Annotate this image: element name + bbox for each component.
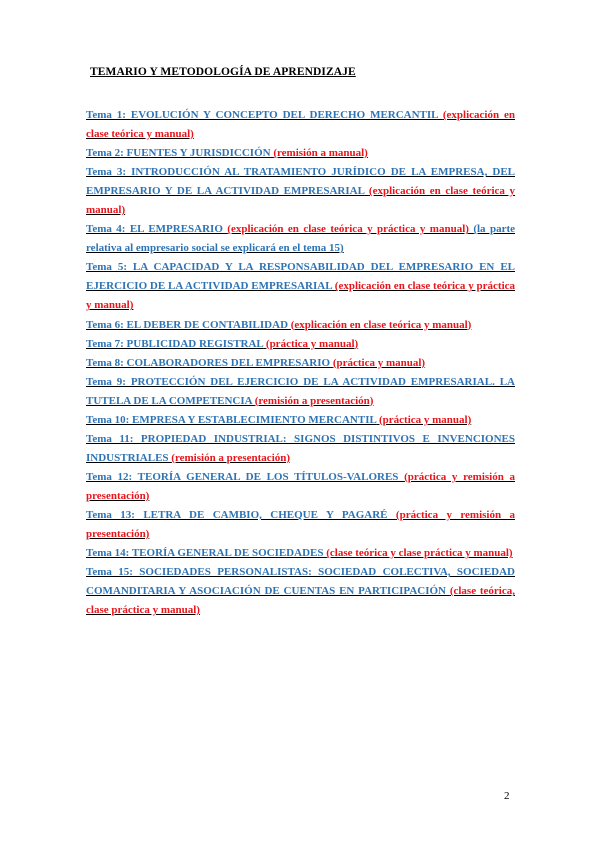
topic-title: Tema 3: INTRODUCCIÓN AL TRATAMIENTO JURÍDICO DE LA EMPRESA, DEL EMPRESARIO Y DE LA ACTIVIDAD EMPRESARIAL xyxy=(86,166,515,198)
topic-extra-note: (la parte relativa al empresario social se explicará en el tema 15) xyxy=(86,223,515,255)
topic-title: Tema 7: PUBLICIDAD REGISTRAL xyxy=(86,337,264,350)
topic-item-12 xyxy=(86,468,515,506)
topic-title: Tema 13: LETRA DE CAMBIO, CHEQUE Y PAGARÉ xyxy=(86,508,388,521)
topic-item-1 xyxy=(86,106,515,144)
topic-item-4 xyxy=(86,220,515,258)
topic-title: Tema 8: COLABORADORES DEL EMPRESARIO xyxy=(86,356,331,369)
topic-method-note: (práctica y manual) xyxy=(265,337,359,350)
topic-method-note: (práctica y remisión a presentación) xyxy=(86,508,516,541)
topic-method-note: (explicación en clase teórica y manual) xyxy=(290,318,472,331)
topic-item-14 xyxy=(86,544,515,563)
topic-method-note: (remisión a presentación) xyxy=(254,394,374,407)
topic-title: Tema 9: PROTECCIÓN DEL EJERCICIO DE LA ACTIVIDAD EMPRESARIAL. LA TUTELA DE LA COMPETENCIA xyxy=(86,375,515,407)
topic-title: Tema 12: TEORÍA GENERAL DE LOS TÍTULOS-VALORES xyxy=(86,470,399,483)
topic-method-note: (explicación en clase teórica y manual) xyxy=(86,109,516,141)
topic-item-7 xyxy=(86,335,515,354)
topic-method-note: (clase teórica y clase práctica y manual) xyxy=(326,547,513,560)
topic-item-2 xyxy=(86,144,515,163)
topic-method-note: (práctica y remisión a presentación) xyxy=(86,470,516,502)
topic-item-9 xyxy=(86,373,515,411)
page-title: TEMARIO Y METODOLOGÍA DE APRENDIZAJE xyxy=(90,66,356,78)
topic-method-note: (remisión a manual) xyxy=(273,147,368,160)
topic-title: Tema 5: LA CAPACIDAD Y LA RESPONSABILIDAD DEL EMPRESARIO EN EL EJERCICIO DE LA ACTIVIDAD EMPRESARIAL xyxy=(86,261,515,293)
topic-title: Tema 6: EL DEBER DE CONTABILIDAD xyxy=(86,318,289,331)
page-number: 2 xyxy=(504,790,510,802)
topic-title: Tema 11: PROPIEDAD INDUSTRIAL: SIGNOS DISTINTIVOS E INVENCIONES INDUSTRIALES xyxy=(86,432,515,464)
topic-item-3 xyxy=(86,163,515,220)
topic-item-11 xyxy=(86,430,515,468)
topic-method-note: (explicación en clase teórica y práctica y manual) xyxy=(86,280,516,312)
topic-title: Tema 1: EVOLUCIÓN Y CONCEPTO DEL DERECHO MERCANTIL xyxy=(86,109,438,121)
topic-method-note: (explicación en clase teórica y manual) xyxy=(86,185,516,217)
topic-item-15 xyxy=(86,563,515,620)
topic-method-note: (práctica y manual) xyxy=(378,413,472,426)
topic-item-10 xyxy=(86,411,515,430)
topic-item-8 xyxy=(86,354,515,373)
topic-method-note: (explicación en clase teórica y práctica y manual) xyxy=(227,223,469,236)
topic-title: Tema 15: SOCIEDADES PERSONALISTAS: SOCIEDAD COLECTIVA, SOCIEDAD COMANDITARIA Y ASOCIACIÓN DE CUENTAS EN PARTICIPACIÓN xyxy=(86,566,515,598)
topic-item-6 xyxy=(86,316,515,335)
topic-title: Tema 4: EL EMPRESARIO xyxy=(86,223,223,236)
topic-method-note: (remisión a presentación) xyxy=(171,451,291,464)
topic-title: Tema 10: EMPRESA Y ESTABLECIMIENTO MERCANTIL xyxy=(86,413,377,426)
topic-title: Tema 2: FUENTES Y JURISDICCIÓN xyxy=(86,147,271,160)
topic-method-note: (práctica y manual) xyxy=(332,356,426,369)
topic-method-note: (clase teórica, clase práctica y manual) xyxy=(86,585,515,617)
topic-item-5 xyxy=(86,258,515,315)
topic-item-13 xyxy=(86,506,515,544)
topic-list xyxy=(86,106,515,620)
topic-title: Tema 14: TEORÍA GENERAL DE SOCIEDADES xyxy=(86,547,324,560)
